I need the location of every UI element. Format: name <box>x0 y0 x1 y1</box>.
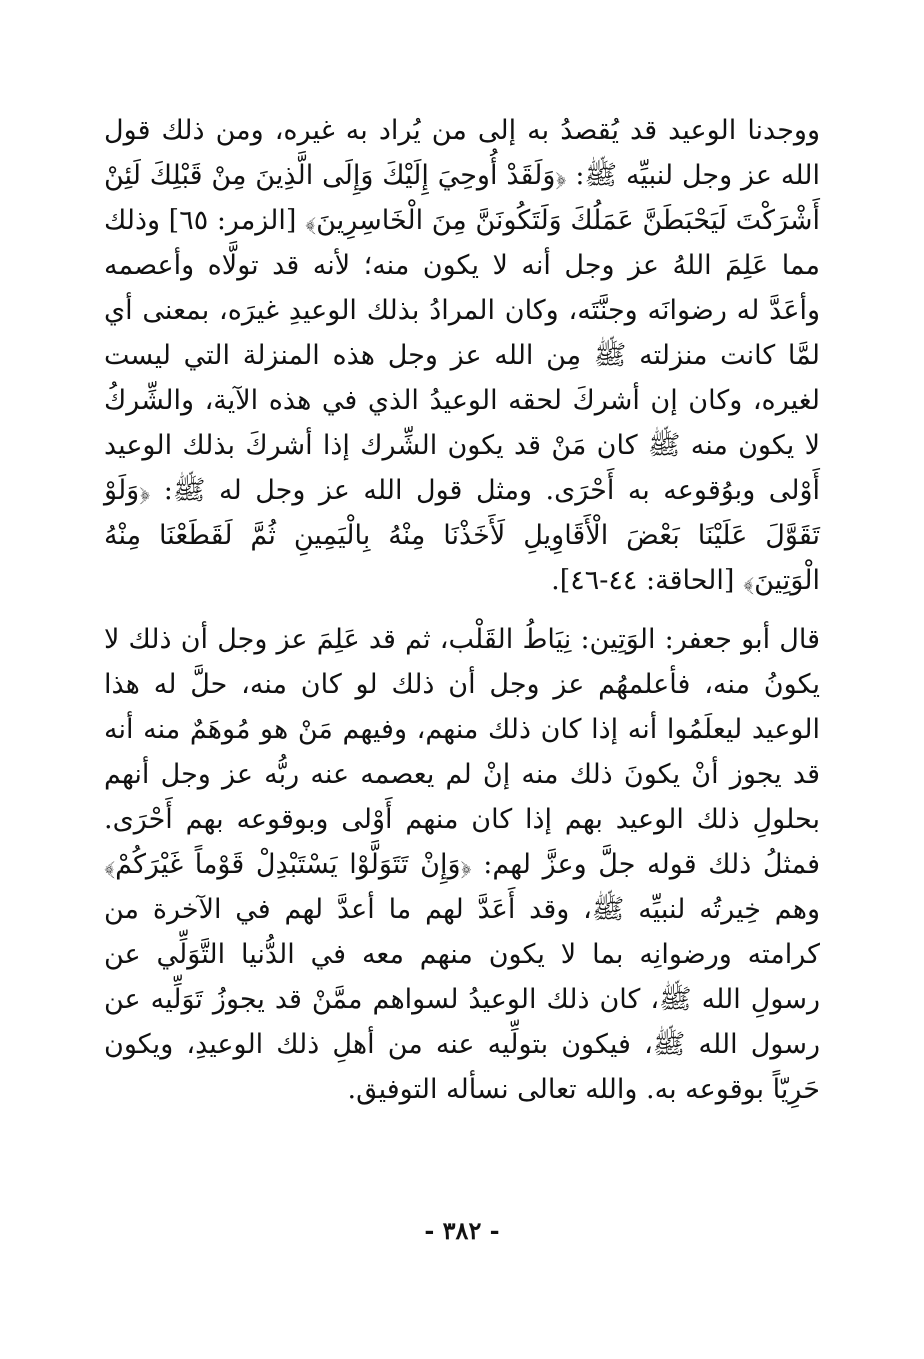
body-paragraph-2: قال أبو جعفر: الوَتِين: نِيَاطُ القَلْب، ثم قد عَلِمَ عز وجل أن ذلك لا يكونُ منه، فأعلمهُم عز وجل أن ذلك لو كان منه، حلَّ له هذا الوعيد ليعلَمُوا أنه إذا كان ذلك منهم، وفيهم مَنْ هو مُوهَمٌ منه أنه قد يجوز أنْ يكونَ ذلك منه إنْ لم يعصمه عنه ربُّه عز وجل أنهم بحلولِ ذلك الوعيد بهم إذا كان منهم أَوْلى وبوقوعه بهم أَحْرَى. فمثلُ ذلك قوله جلَّ وعزَّ لهم: ﴿وَإِنْ تَتَوَلَّوْا يَسْتَبْدِلْ قَوْماً غَيْرَكُمْ﴾ وهم خِيرتُه لنبيِّه ﷺ، وقد أَعَدَّ لهم ما أعدَّ لهم في الآخرة من كرامته ورضوانِه بما لا يكون منهم معه في الدُّنيا التَّوَلِّي عن رسولِ الله ﷺ، كان ذلك الوعيدُ لسواهم ممَّنْ قد يجوزُ تَوَلِّيه عن رسول الله ﷺ، فيكون بتولِّيه عنه من أهلِ ذلك الوعيدِ، ويكون حَرِيّاً بوقوعه به. والله تعالى نسأله التوفيق. <box>104 624 820 1105</box>
body-paragraph-1: ووجدنا الوعيد قد يُقصدُ به إلى من يُراد به غيره، ومن ذلك قول الله عز وجل لنبيِّه ﷺ: ﴿وَلَقَدْ أُوحِيَ إِلَيْكَ وَإِلَى الَّذِينَ مِنْ قَبْلِكَ لَئِنْ أَشْرَكْتَ لَيَحْبَطَنَّ عَمَلُكَ وَلَتَكُونَنَّ مِنَ الْخَاسِرِينَ﴾ [الزمر: ٦٥] وذلك مما عَلِمَ اللهُ عز وجل أنه لا يكون منه؛ لأنه قد تولَّاه وأعصمه وأعَدَّ له رضوانَه وجنَّتَه، وكان المرادُ بذلك الوعيدِ غيرَه، بمعنى أي لمَّا كانت منزلته ﷺ مِن الله عز وجل هذه المنزلة التي ليست لغيره، وكان إن أشركَ لحقه الوعيدُ الذي في هذه الآية، والشِّركُ لا يكون منه ﷺ كان مَنْ قد يكون الشِّرك إذا أشركَ بذلك الوعيد أَوْلى وبوُقوعه به أَحْرَى. ومثل قول الله عز وجل له ﷺ: ﴿وَلَوْ تَقَوَّلَ عَلَيْنَا بَعْضَ الْأَقَاوِيلِ لَأَخَذْنَا مِنْهُ بِالْيَمِينِ ثُمَّ لَقَطَعْنَا مِنْهُ الْوَتِينَ﴾ [الحاقة: ٤٤-٤٦]. <box>104 115 820 596</box>
page-number: - ٣٨٢ - <box>424 1216 500 1245</box>
